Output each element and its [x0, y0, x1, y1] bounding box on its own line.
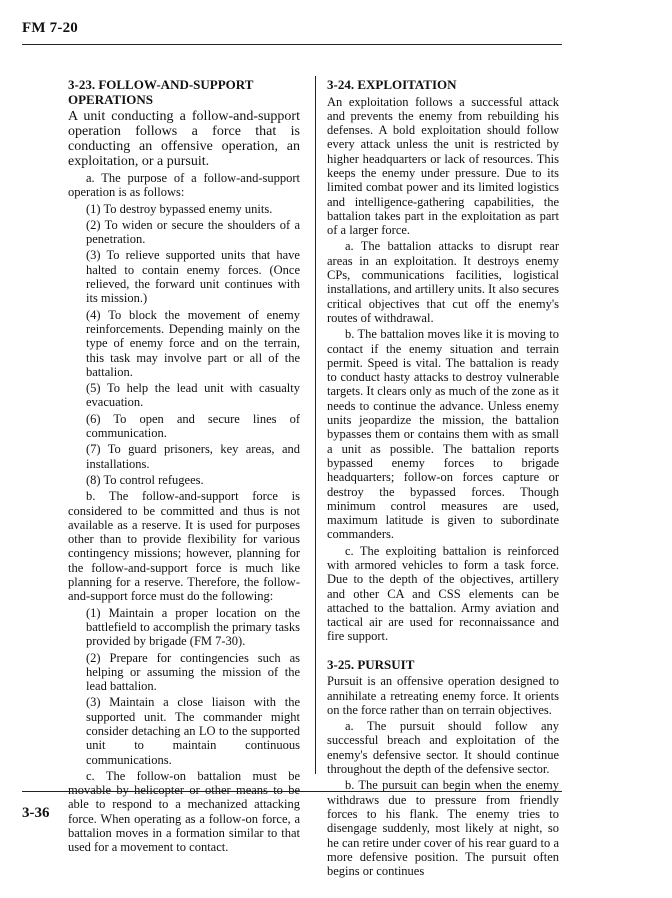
pursuit-para-a: a. The pursuit should follow any successful breach and exploitation of the enemy's defensive sector. It should continue throughout the depth of the defensive sector. [327, 719, 559, 777]
follow-support-intro: A unit conducting a follow-and-support operation follows a force that is conducting an offensive operation, an exploitation, or a pursuit. [68, 109, 300, 169]
list-item: (6) To open and secure lines of communication. [86, 411, 300, 441]
list-item: (1) Maintain a proper location on the battlefield to accomplish the primary tasks provided by brigade (FM 7-30). [86, 605, 300, 649]
header-rule [22, 44, 562, 45]
list-item: (5) To help the lead unit with casualty evacuation. [86, 381, 300, 410]
list-item: (4) To block the movement of enemy reinforcements. Depending mainly on the type of enemy force and on the terrain, this task may involve part or all of the battalion. [86, 307, 300, 379]
follow-support-para-c: c. The follow-on battalion must be movable by helicopter or other means to be able to respond to a mechanized attacking force. When operating as a follow-on force, a battalion moves in a formation similar to that used for a movement to contact. [68, 768, 300, 855]
list-item: (3) To relieve supported units that have halted to contain enemy forces. (Once relieved, the forward unit continues with its mission.) [86, 248, 300, 306]
column-divider [315, 76, 316, 774]
follow-support-para-a: a. The purpose of a follow-and-support operation is as follows: [68, 171, 300, 200]
footer-rule [22, 791, 562, 792]
section-heading-3-24: 3-24. EXPLOITATION [327, 77, 457, 92]
follow-support-para-b: b. The follow-and-support force is considered to be committed and thus is not available as a reserve. It is used for purposes other than to provide flexibility for various contingency missions; however, planning for the follow-and-support force is much like planning for a reserve. Therefore, the follow-and-support force must do the following: [68, 489, 300, 604]
list-item: (3) Maintain a close liaison with the supported unit. The commander might consider detaching an LO to the supported unit to maintain continuous communications. [86, 695, 300, 767]
section-heading-3-23: 3-23. FOLLOW-AND-SUPPORT OPERATIONS [68, 77, 254, 107]
exploitation-para-b: b. The battalion moves like it is moving to contact if the enemy situation and terrain permit. Speed is vital. The battalion is ready to conduct hasty attacks to destroy vulnerable targets. It clears only as much of the zone as it needs to continue the advance. Unless enemy units jeopardize the mission, the battalion bypasses them or contains them with as small a unit as possible. The battalion reports bypassed enemy forces to brigade headquarters; follow-on forces capture or destroy the bypassed forces. Though minimum control measures are used, maximum latitude is given to subordinate commanders. [327, 327, 559, 542]
pursuit-intro: Pursuit is an offensive operation designed to annihilate a retreating enemy force. It orients on the force rather than on terrain objectives. [327, 674, 559, 717]
page-number: 3-36 [22, 805, 50, 821]
exploitation-intro: An exploitation follows a successful attack and prevents the enemy from rebuilding his defenses. A bold exploitation should follow every attack unless the unit is restricted by higher headquarters or lack of resources. This keeps the enemy under pressure. Due to its limited combat power and its limited logistics and intelligence-gathering capabilities, the battalion takes part in the exploitation as part of a larger force. [327, 94, 559, 238]
right-column [327, 78, 559, 880]
list-item: (2) To widen or secure the shoulders of a penetration. [86, 217, 300, 247]
left-column [68, 78, 300, 857]
exploitation-para-a: a. The battalion attacks to disrupt rear areas in an exploitation. It destroys enemy CPs, communications facilities, logistical installations, and artillery units. It also secures critical objectives that cut off the enemy's routes of withdrawal. [327, 239, 559, 325]
list-item: (7) To guard prisoners, key areas, and installations. [86, 442, 300, 471]
list-item: (1) To destroy bypassed enemy units. [86, 201, 273, 216]
section-heading-3-25: 3-25. PURSUIT [327, 656, 415, 672]
list-item: (2) Prepare for contingencies such as helping or assuming the mission of the lead battalion. [86, 650, 300, 694]
list-item: (8) To control refugees. [86, 472, 204, 487]
exploitation-para-c: c. The exploiting battalion is reinforced with armored vehicles to form a task force. Due to the depth of the objectives, artillery and other CA and CSS elements can be attached to the battalion. Army aviation and tactical air are used for reconnaissance and fire support. [327, 543, 559, 644]
running-header: FM 7-20 [22, 20, 78, 36]
pursuit-para-b: b. The pursuit can begin when the enemy withdraws due to pressure from friendly forces to his flank. The enemy tries to disengage suddenly, most likely at night, so he can retire under cover of his rear guard to a more defensive position. The pursuit often begins or continues [327, 778, 559, 879]
